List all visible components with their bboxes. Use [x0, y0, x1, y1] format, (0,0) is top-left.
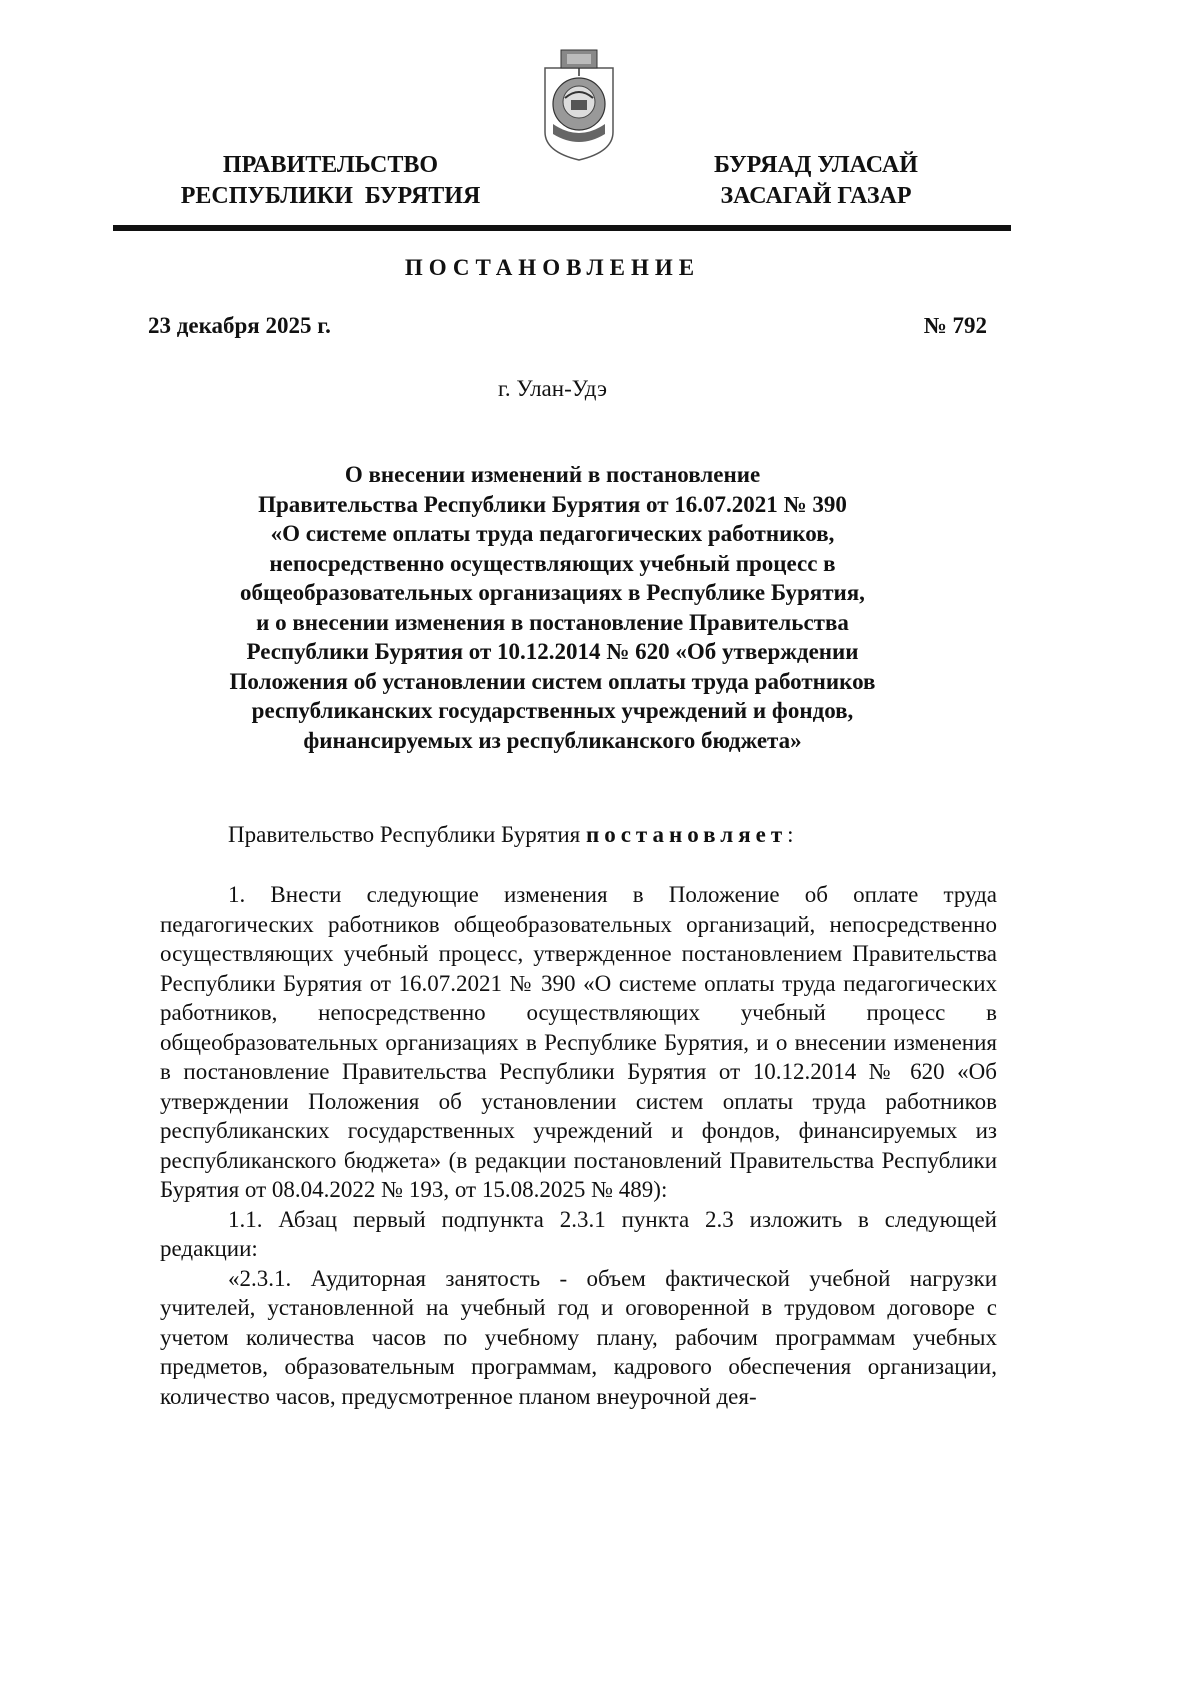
document-date: 23 декабря 2025 г.	[148, 313, 331, 338]
government-name-line: БУРЯАД УЛАСАЙ	[714, 152, 918, 178]
subject-line: «О системе оплаты труда педагогических работников,	[270, 521, 835, 546]
document-number: № 792	[923, 313, 987, 338]
document-subject	[160, 460, 945, 755]
government-name-line: ПРАВИТЕЛЬСТВО	[222, 152, 439, 178]
coat-of-arms-icon	[541, 46, 617, 162]
government-name-russian	[163, 150, 498, 212]
government-name-line: РЕСПУБЛИКИ БУРЯТИЯ	[180, 183, 481, 209]
subject-line: Правительства Республики Бурятия от 16.07.2021 № 390	[258, 491, 847, 517]
header-divider	[113, 225, 1011, 231]
subject-line: республиканских государственных учреждений и фондов,	[251, 698, 854, 723]
subject-line: Положения об установлении систем оплаты труда работников	[229, 668, 876, 694]
subject-line: непосредственно осуществляющих учебный процесс в	[269, 550, 836, 576]
subject-line: общеобразовательных организациях в Республике Бурятия,	[240, 580, 865, 605]
government-name-buryat	[697, 150, 935, 212]
subject-line: и о внесении изменения в постановление Правительства	[256, 609, 849, 635]
document-type-title: ПОСТАНОВЛЕНИЕ	[404, 255, 701, 280]
decree-intro	[160, 820, 997, 850]
body-paragraph: 1.1. Абзац первый подпункта 2.3.1 пункта 2.3 изложить в следующей редакции:	[160, 1206, 997, 1261]
intro-colon: :	[787, 822, 794, 847]
subject-line: финансируемых из республиканского бюджета»	[303, 727, 802, 753]
document-body	[160, 880, 997, 1411]
body-paragraph: 1. Внести следующие изменения в Положение об оплате труда педагогических работников общеобразовательных организаций, непосредственно осуществляющих учебный процесс, утвержденное постановлением Правительства Республики Бурятия от 16.07.2021 № 390 «О системе оплаты труда педагогических работников, непосредственно осуществляющих учебный процесс в общеобразовательных организациях в Республике Бурятия, и о внесении изменения в постановление Правительства Республики Бурятия от 10.12.2014 № 620 «Об утверждении Положения об установлении систем оплаты труда работников республиканских государственных учреждений и фондов, финансируемых из республиканского бюджета» (в редакции постановлений Правительства Республики Бурятия от 08.04.2022 № 193, от 15.08.2025 № 489):	[160, 882, 997, 1202]
body-paragraph: «2.3.1. Аудиторная занятость - объем фактической учебной нагрузки учителей, установленной на учебный год и оговоренной в трудовом договоре с учетом количества часов по учебному плану, рабочим программам учебных предметов, образовательным программам, кадрового обеспечения организации, количество часов, предусмотренное планом внеурочной дея-	[160, 1265, 997, 1409]
intro-text: Правительство Республики Бурятия	[228, 822, 586, 847]
government-name-line: ЗАСАГАЙ ГАЗАР	[720, 183, 912, 209]
document-city: г. Улан-Удэ	[498, 376, 607, 401]
subject-line: О внесении изменений в постановление	[344, 462, 761, 487]
decree-word: постановляет	[585, 822, 788, 847]
subject-line: Республики Бурятия от 10.12.2014 № 620 «Об утверждении	[246, 639, 859, 664]
